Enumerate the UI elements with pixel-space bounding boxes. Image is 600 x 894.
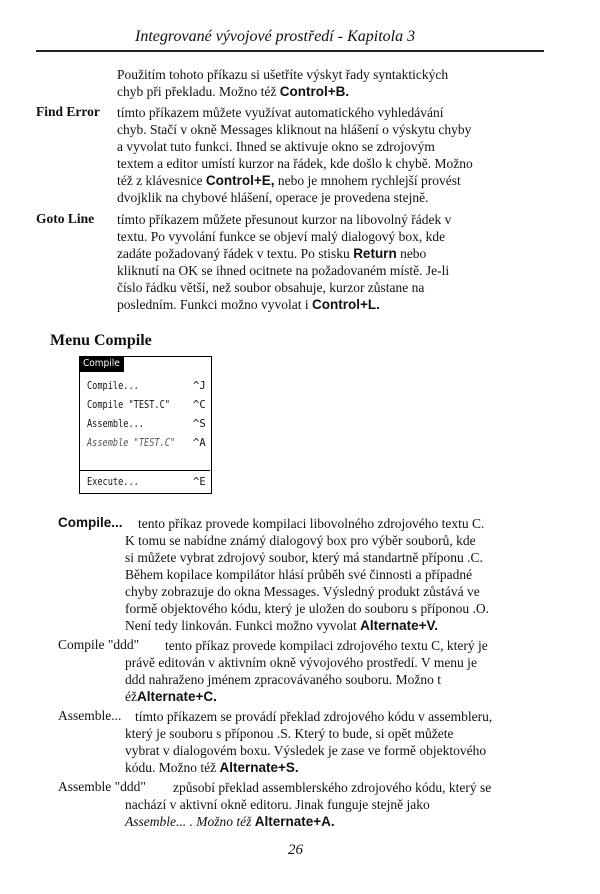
find-error-line-4: textem a editor umístí kurzor na řádek, kde došlo k chybě. Možno xyxy=(117,156,473,171)
menu-shortcut: ^C xyxy=(193,399,206,411)
menu-item-assemble-test-c[interactable]: Assemble "TEST.C" xyxy=(87,437,176,449)
assemble-line-1: tímto příkazem se provádí překlad zdrojového kódu v assembleru, xyxy=(135,709,493,724)
page-number: 26 xyxy=(288,842,303,858)
goto-line-line-2: textu. Po vyvolání funkce se objeví malý dialogový box, kde xyxy=(117,229,446,244)
assemble-ddd-line-3: Assemble... . Možno též Alternate+A. xyxy=(125,814,335,829)
compile-line-1: tento příkaz provede kompilaci libovolného zdrojového textu C. xyxy=(138,516,485,531)
term-assemble: Assemble... xyxy=(58,708,122,723)
goto-line-line-6: posledním. Funkci možno vyvolat i Control+L. xyxy=(117,297,380,312)
compile-line-5: chyby zobrazuje do okna Messages. Výsledný produkt zůstává ve xyxy=(125,584,480,599)
compile-line-4: Během kopilace kompilátor hlásí průběh své činnosti a případné xyxy=(125,567,473,582)
assemble-ddd-line-2: nachází v aktivní okně editoru. Jinak funguje stejně jako xyxy=(125,797,430,812)
menu-shortcut: ^S xyxy=(193,418,206,430)
compile-ddd-line-1: tento příkaz provede kompilaci zdrojového textu C, který je xyxy=(165,638,488,653)
shortcut-return: Return xyxy=(353,246,397,261)
compile-line-2: K tomu se nabídne známý dialogový box pro výběr souborů, kde xyxy=(125,533,476,548)
term-compile-ddd: Compile "ddd" xyxy=(58,637,140,652)
shortcut-alternate-c: Alternate+C. xyxy=(136,689,217,704)
page-header: Integrované vývojové prostředí - Kapitola 3 xyxy=(135,28,416,45)
compile-ddd-line-2: právě editován v aktivním okně vývojového prostředí. V menu je xyxy=(125,655,477,670)
find-error-line-2: chyb. Stačí v okně Messages kliknout na hlášení o výskytu chyby xyxy=(117,122,472,137)
shortcut-alternate-s: Alternate+S. xyxy=(219,760,299,775)
compile-line-6: formě objektového kódu, který je uložen do souboru s příponou .O. xyxy=(125,601,490,616)
header-rule xyxy=(36,50,544,52)
find-error-line-1: tímto příkazem můžete využívat automatického vyhledávání xyxy=(117,105,444,120)
assemble-ddd-line-1: způsobí překlad assemblerského zdrojového kódu, který se xyxy=(173,780,492,795)
menu-shortcut: ^A xyxy=(193,437,206,449)
goto-line-line-1: tímto příkazem můžete přesunout kurzor na libovolný řádek v xyxy=(117,212,452,227)
menu-item-compile[interactable]: Compile... xyxy=(87,380,139,392)
menu-item-execute[interactable]: Execute... xyxy=(87,476,139,488)
assemble-line-3: vybrat v dialogovém boxu. Výsledek je zase ve formě objektového xyxy=(125,743,487,758)
compile-line-7: Není tedy linkován. Funkci možno vyvolat Alternate+V. xyxy=(125,618,439,633)
find-error-line-5: též z klávesnice Control+E, nebo je mnohem rychlejší provést xyxy=(117,173,461,188)
shortcut-control-l: Control+L. xyxy=(312,297,380,312)
find-error-line-3: a vyvolat tuto funkci. Ihned se aktivuje okno se zdrojovým xyxy=(117,139,435,154)
term-assemble-ddd: Assemble "ddd" xyxy=(58,779,146,794)
menu-shortcut: ^J xyxy=(193,380,206,392)
intro-line-1: Použitím tohoto příkazu si ušetříte výskyt řady syntaktických xyxy=(117,67,449,82)
term-compile: Compile... xyxy=(58,515,123,530)
goto-line-line-4: kliknutí na OK se ihned ocitnete na požadovaném místě. Je-li xyxy=(117,263,450,278)
goto-line-line-5: číslo řádku větší, než soubor obsahuje, kurzor zůstane na xyxy=(117,280,425,295)
shortcut-control-b: Control+B. xyxy=(279,84,350,99)
menu-title-compile[interactable]: Compile xyxy=(79,356,124,372)
section-heading-menu-compile: Menu Compile xyxy=(50,332,152,349)
term-find-error: Find Error xyxy=(36,104,100,119)
compile-ddd-line-4: éžAlternate+C. xyxy=(125,689,217,704)
menu-shortcut: ^E xyxy=(193,476,206,488)
intro-line-2: chyb při překladu. Možno též Control+B. xyxy=(117,84,350,99)
goto-line-line-3: zadáte požadovaný řádek v textu. Po stisku Return nebo xyxy=(117,246,427,261)
term-goto-line: Goto Line xyxy=(36,211,95,226)
menu-item-assemble[interactable]: Assemble... xyxy=(87,418,145,430)
assemble-line-2: který je souboru s příponou .S. Který to bude, si opět můžete xyxy=(125,726,454,741)
menu-item-compile-test-c[interactable]: Compile "TEST.C" xyxy=(87,399,170,411)
compile-line-3: si můžete vybrat zdrojový soubor, který má standartně příponu .C. xyxy=(125,550,483,565)
menu-separator xyxy=(79,470,210,471)
shortcut-alternate-a: Alternate+A. xyxy=(254,814,335,829)
shortcut-alternate-v: Alternate+V. xyxy=(360,618,439,633)
compile-ddd-line-3: ddd nahraženo jménem zpracovávaného souboru. Možno t xyxy=(125,672,442,687)
assemble-line-4: kódu. Možno též Alternate+S. xyxy=(125,760,299,775)
find-error-line-6: dvojklik na chybové hlášení, operace je provedena stejně. xyxy=(117,190,429,205)
shortcut-control-e: Control+E, xyxy=(205,173,275,188)
